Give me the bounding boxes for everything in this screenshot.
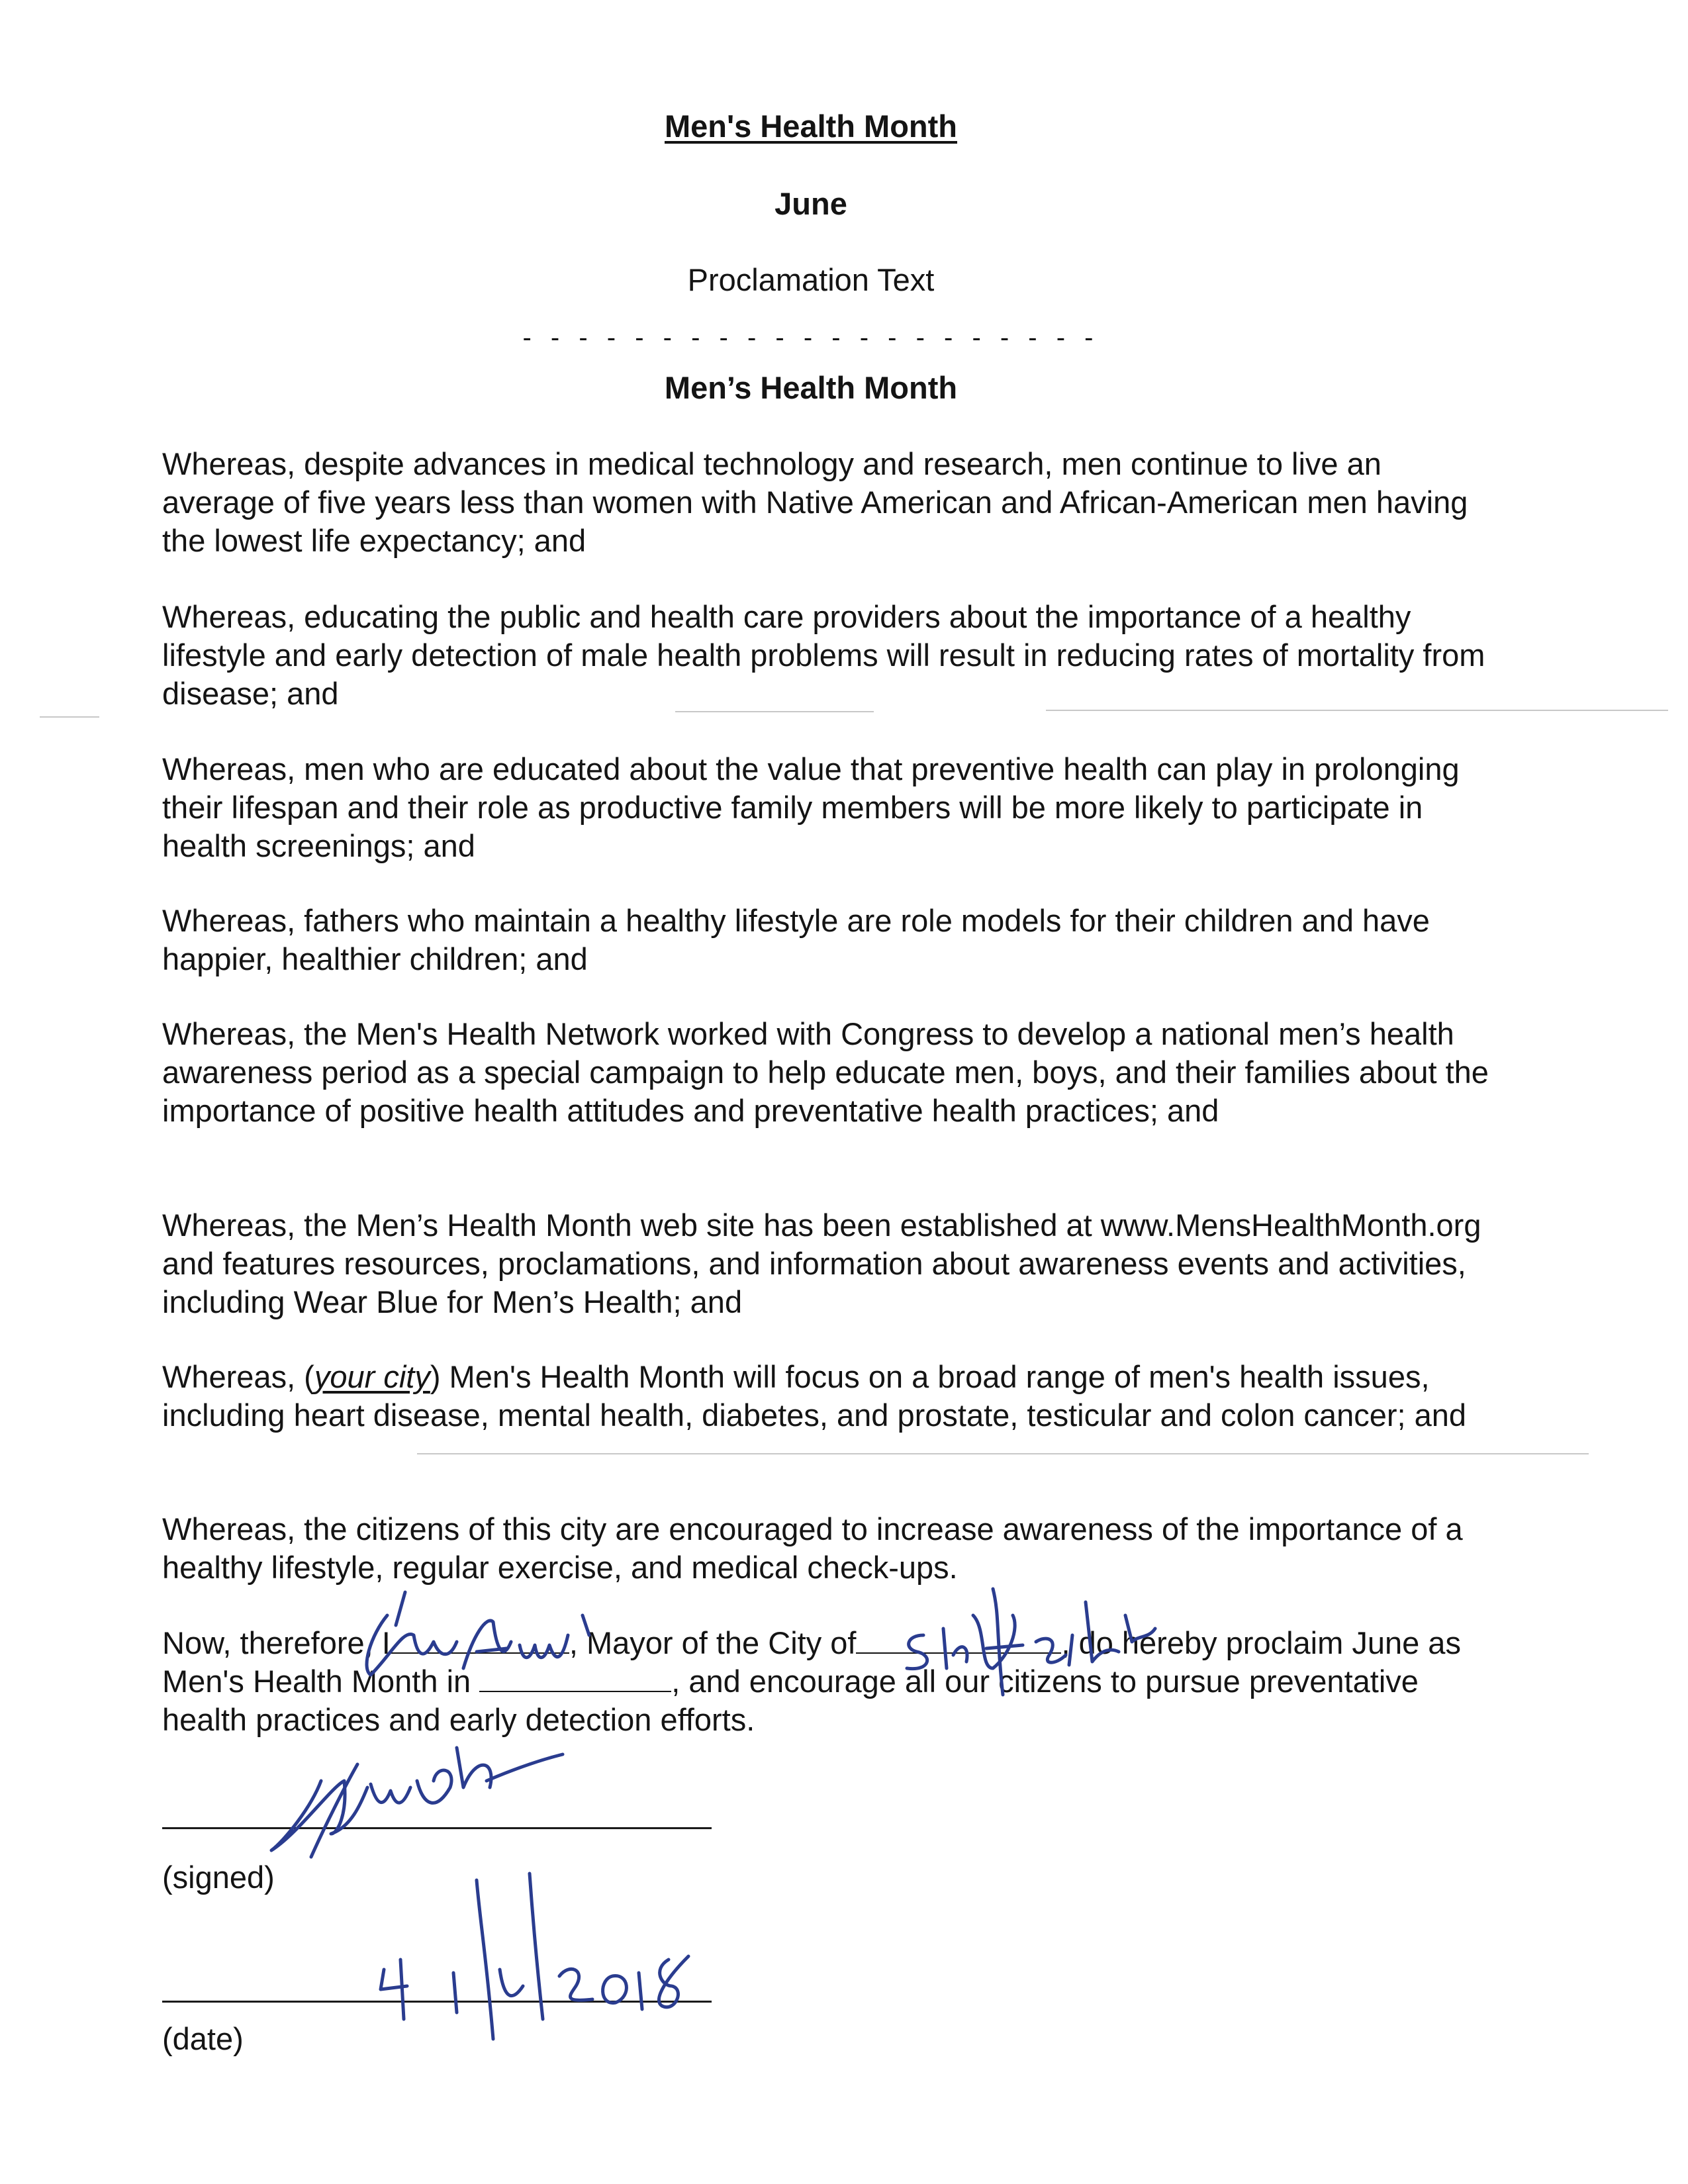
signed-label: (signed)	[162, 1860, 275, 1895]
whereas-paragraph-7	[162, 1358, 1499, 1435]
proclamation-part-4: , and encourage all our citizens to pursue preventative health practices and early detection efforts.	[162, 1664, 1419, 1737]
whereas-paragraph-6: Whereas, the Men’s Health Month web site has been established at www.MensHealthMonth.org and features resources, proclamations, and information about awareness events and activities, including Wear Blue for Men’s Health; and	[162, 1208, 1481, 1319]
document-title: Men's Health Month	[664, 109, 957, 144]
proclamation-part-2: , Mayor of the City of	[569, 1625, 857, 1660]
paragraph-7-end: ) Men's Health Month will focus on a broad range of men's health issues, including heart disease, mental health, diabetes, and prostate, testicular and colon cancer; and	[162, 1359, 1467, 1433]
date-line	[162, 2001, 712, 2003]
whereas-paragraph-1: Whereas, despite advances in medical technology and research, men continue to live an average of five years less than women with Native American and African-American men having the lowest life expectancy; and	[162, 446, 1468, 558]
whereas-paragraph-5: Whereas, the Men's Health Network worked with Congress to develop a national men’s health awareness period as a special campaign to help educate men, boys, and their families about the importance of positive health attitudes and preventative health practices; and	[162, 1016, 1489, 1128]
whereas-paragraph-3: Whereas, men who are educated about the value that preventive health can play in prolonging their lifespan and their role as productive family members will be more likely to participate in health screenings; and	[162, 751, 1460, 863]
city-name-blank	[856, 1626, 1061, 1654]
document-month: June	[774, 186, 847, 221]
your-city-placeholder: your city	[314, 1359, 430, 1394]
document-subtitle: Proclamation Text	[687, 262, 935, 297]
dashed-separator: - - - - - - - - - - - - - - - - - - - - -	[522, 323, 1100, 352]
proclamation-paragraph	[162, 1624, 1499, 1739]
scan-artifact-line	[40, 716, 99, 718]
whereas-paragraph-2: Whereas, educating the public and health care providers about the importance of a healthy lifestyle and early detection of male health problems will result in reducing rates of mortality from disease; and	[162, 599, 1485, 711]
scan-artifact-line	[417, 1453, 1589, 1454]
location-blank	[479, 1664, 671, 1692]
proclamation-part-3: , do hereby proclaim June as Men's Health Month in	[162, 1625, 1461, 1699]
proclamation-heading: Men’s Health Month	[664, 370, 958, 405]
mayor-name-blank	[391, 1626, 569, 1654]
paragraph-7-start: Whereas, (	[162, 1359, 314, 1394]
signature-handwriting	[271, 1748, 563, 1857]
signature-line	[162, 1827, 712, 1829]
date-label: (date)	[162, 2021, 244, 2056]
scan-artifact-line	[1046, 710, 1668, 711]
whereas-paragraph-4: Whereas, fathers who maintain a healthy lifestyle are role models for their children and have happier, healthier children; and	[162, 903, 1430, 976]
date-handwriting	[381, 1874, 688, 2039]
proclamation-part-1: Now, therefore, I	[162, 1625, 391, 1660]
whereas-paragraph-8: Whereas, the citizens of this city are encouraged to increase awareness of the importance of a healthy lifestyle, regular exercise, and medical check-ups.	[162, 1511, 1463, 1585]
scan-artifact-line	[675, 711, 874, 712]
